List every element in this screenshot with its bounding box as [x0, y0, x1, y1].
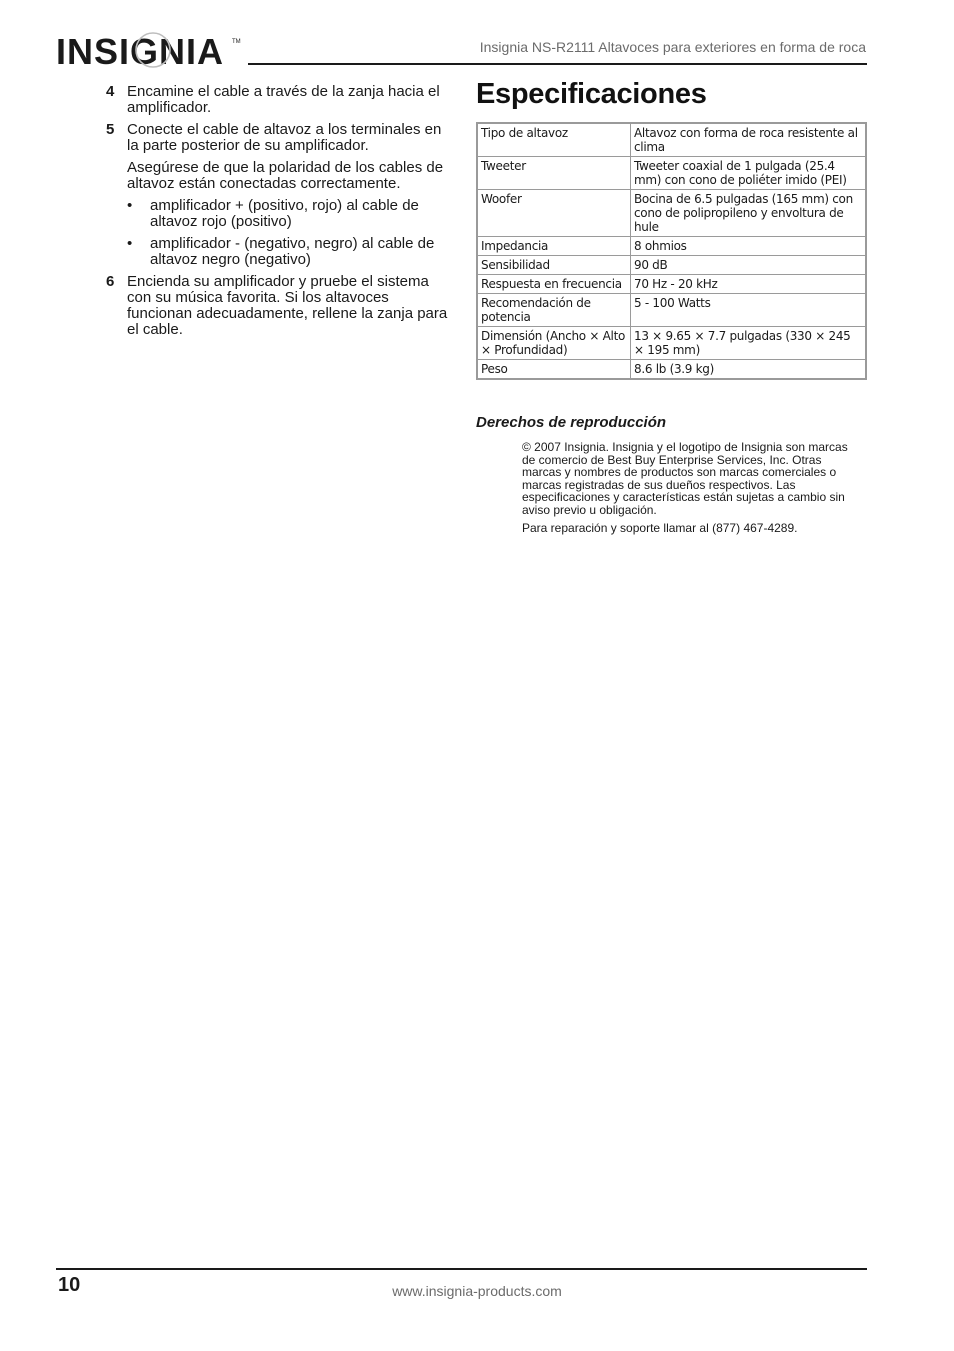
spec-label: Recomendación de potencia	[477, 294, 631, 327]
spec-label: Sensibilidad	[477, 256, 631, 275]
step-6	[106, 274, 448, 338]
step-text: Encamine el cable a través de la zanja hacia el amplificador.	[127, 83, 440, 116]
spec-value: 8.6 lb (3.9 kg)	[631, 360, 867, 380]
spec-label: Peso	[477, 360, 631, 380]
header-rule	[248, 63, 867, 65]
table-row	[477, 123, 866, 157]
step-number: 6	[106, 273, 115, 290]
step-5	[106, 122, 448, 154]
copyright-notice	[522, 441, 862, 539]
footer-url: www.insignia-products.com	[392, 1283, 562, 1299]
bullet-icon: •	[127, 197, 133, 214]
spec-value: Tweeter coaxial de 1 pulgada (25.4 mm) con cono de poliéter imido (PEI)	[631, 157, 867, 190]
step-number: 5	[106, 121, 115, 138]
step-number: 4	[106, 83, 115, 100]
bullet-text: amplificador + (positivo, rojo) al cable de altavoz rojo (positivo)	[150, 197, 419, 230]
svg-text:TM: TM	[232, 39, 241, 45]
spec-label: Dimensión (Ancho × Alto × Profundidad)	[477, 327, 631, 360]
bullet-text: amplificador - (negativo, negro) al cable de altavoz negro (negativo)	[150, 235, 435, 268]
footer-rule	[56, 1268, 867, 1270]
step-text: Encienda su amplificador y pruebe el sistema con su música favorita. Si los altavoces funcionan adecuadamente, rellene la zanja para el cable.	[127, 273, 448, 338]
page-number: 10	[58, 1274, 81, 1296]
table-row	[477, 275, 866, 294]
step-4	[106, 84, 448, 116]
table-row	[477, 327, 866, 360]
support-text: Para reparación y soporte llamar al (877) 467-4289.	[522, 520, 798, 535]
spec-value: 13 × 9.65 × 7.7 pulgadas (330 × 245 × 195 mm)	[631, 327, 867, 360]
table-row	[477, 360, 866, 380]
copyright-heading: Derechos de reproducción	[476, 414, 667, 431]
table-row	[477, 190, 866, 237]
polarity-note: Asegúrese de que la polaridad de los cables de altavoz están conectadas correctamente.	[127, 159, 444, 192]
specifications-title: Especificaciones	[476, 78, 707, 110]
insignia-logo	[56, 30, 242, 76]
step-text: Conecte el cable de altavoz a los terminales en la parte posterior de su amplificador.	[127, 121, 442, 154]
spec-value: Bocina de 6.5 pulgadas (165 mm) con cono de polipropileno y envoltura de hule	[631, 190, 867, 237]
spec-label: Impedancia	[477, 237, 631, 256]
spec-label: Tipo de altavoz	[477, 123, 631, 157]
spec-value: 90 dB	[631, 256, 867, 275]
spec-value: 8 ohmios	[631, 237, 867, 256]
bullet-icon: •	[127, 235, 133, 252]
table-row	[477, 256, 866, 275]
table-row	[477, 237, 866, 256]
spec-value: 70 Hz - 20 kHz	[631, 275, 867, 294]
spec-value: Altavoz con forma de roca resistente al clima	[631, 123, 867, 157]
spec-label: Tweeter	[477, 157, 631, 190]
specifications-table	[476, 122, 867, 380]
spec-value: 5 - 100 Watts	[631, 294, 867, 327]
table-row	[477, 157, 866, 190]
spec-label: Woofer	[477, 190, 631, 237]
table-row	[477, 294, 866, 327]
copyright-text: © 2007 Insignia. Insignia y el logotipo de Insignia son marcas de comercio de Best Buy Enterprise Services, Inc. Otras marcas y nombres de productos son marcas comerciales o marcas registradas de sus dueños respectivos. Las especificaciones y características están sujetas a cambio sin aviso previo u obligación.	[522, 440, 848, 517]
spec-label: Respuesta en frecuencia	[477, 275, 631, 294]
bullet-item	[106, 236, 448, 268]
svg-text:INSIGNIA: INSIGNIA	[56, 31, 225, 72]
header-title: Insignia NS-R2111 Altavoces para exteriores en forma de roca	[479, 39, 866, 55]
bullet-item	[106, 198, 448, 230]
instructions	[106, 84, 448, 344]
